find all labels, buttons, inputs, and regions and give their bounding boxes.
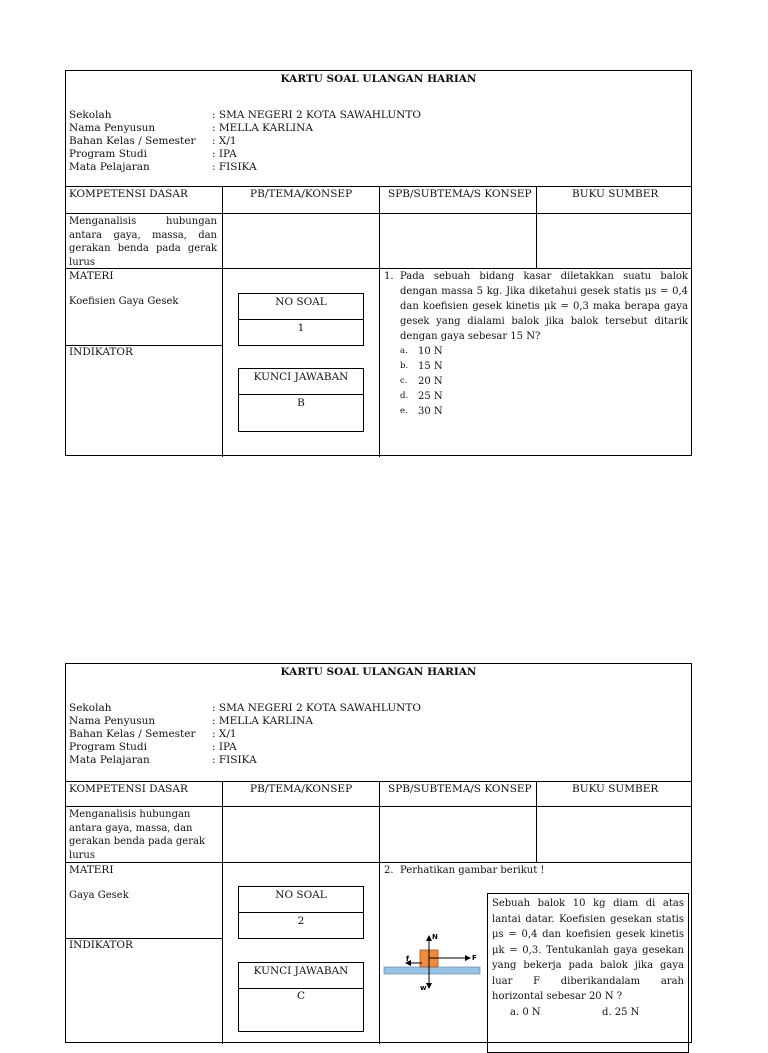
no-soal-value: 1 [297,322,305,334]
info-label: Nama Penyusun [69,122,156,134]
info-value: : X/1 [212,135,237,147]
header-pb: PB/TEMA/KONSEP [250,188,353,200]
question-number: 2. [384,865,394,876]
info-value: : MELLA KARLINA [212,715,313,727]
info-value: : IPA [212,741,237,753]
question-box [487,893,689,1053]
info-label: Bahan Kelas / Semester [69,135,196,147]
materi-label: MATERI [69,270,114,282]
option-a: a. 0 N [510,1006,541,1018]
weight-label: w [420,984,427,992]
divider [239,319,363,320]
materi-label: MATERI [69,864,114,876]
kunci-box [238,368,364,432]
header-spb: SPB/SUBTEMA/S KONSEP [388,188,532,200]
kunci-label: KUNCI JAWABAN [253,965,349,977]
info-label: Mata Pelajaran [69,754,150,766]
materi-text: Gaya Gesek [69,890,129,901]
divider [222,781,223,1044]
question-card-1 [65,70,692,456]
normal-label: N [432,933,438,941]
question-number: 1. [384,271,394,282]
question-card-2 [65,663,692,1043]
divider [239,912,363,913]
force-label: F [472,954,477,962]
card-info [69,702,421,767]
kunci-value: C [296,990,306,1002]
question-text: Pada sebuah bidang kasar diletakkan suatu balok dengan massa 5 kg. Jika diketahui gesek statis μs = 0,4 dan koefisien gesek kinetis μk = 0,3 maka berapa gaya gesek yang dialami balok jika balok tersebut ditarik dengan gaya sebesar 15 N? [400,271,688,342]
free-body-diagram [382,930,482,1000]
header-buku: BUKU SUMBER [572,188,659,200]
kompetensi-text: Menganalisis hubungan antara gaya, massa, dan gerakan benda pada gerak lurus [69,216,217,268]
indikator-label: INDIKATOR [69,346,133,358]
divider [239,988,363,989]
boxed-question-text: Sebuah balok 10 kg diam di atas lantai datar. Koefisien gesekan statis μs = 0,4 dan koefisien gesek kinetis μk = 0,3. Tentukanlah gaya gesekan yang bekerja pada balok jika gaya luar F diberikandalam arah horizontal sebesar 20 N ? [492,898,684,1002]
info-label: Program Studi [69,741,147,753]
option-d: d. 25 N [400,391,443,402]
answer-options [400,344,688,419]
info-value: : X/1 [212,728,237,740]
card-info [69,109,421,174]
indikator-label: INDIKATOR [69,939,133,951]
option-b: b. 15 N [400,361,443,372]
question-block [384,269,688,419]
info-value: : FISIKA [212,161,257,173]
header-buku: BUKU SUMBER [572,783,659,795]
friction-label: f [406,955,410,963]
kunci-label: KUNCI JAWABAN [253,371,349,383]
info-value: : SMA NEGERI 2 KOTA SAWAHLUNTO [212,702,421,714]
option-a: a. 10 N [400,346,443,357]
no-soal-box [238,886,364,939]
divider [536,781,537,862]
kunci-box [238,962,364,1032]
info-value: : IPA [212,148,237,160]
question-block [384,863,684,878]
card-title: KARTU SOAL ULANGAN HARIAN [280,73,477,85]
info-label: Sekolah [69,109,112,121]
question-text: Perhatikan gambar berikut ! [400,865,545,876]
header-kompetensi: KOMPETENSI DASAR [69,783,188,795]
floor-surface [384,967,480,974]
no-soal-label: NO SOAL [275,889,327,901]
materi-text: Koefisien Gaya Gesek [69,296,179,307]
info-label: Mata Pelajaran [69,161,150,173]
no-soal-value: 2 [297,915,305,927]
header-spb: SPB/SUBTEMA/S KONSEP [388,783,532,795]
info-value: : MELLA KARLINA [212,122,313,134]
info-value: : FISIKA [212,754,257,766]
option-d: d. 25 N [602,1006,640,1018]
info-label: Program Studi [69,148,147,160]
answer-options [492,1005,684,1021]
header-kompetensi: KOMPETENSI DASAR [69,188,188,200]
info-label: Bahan Kelas / Semester [69,728,196,740]
header-pb: PB/TEMA/KONSEP [250,783,353,795]
divider [239,394,363,395]
no-soal-label: NO SOAL [275,296,327,308]
divider [536,186,537,268]
kunci-value: B [297,397,305,409]
info-label: Nama Penyusun [69,715,156,727]
divider [222,186,223,457]
kompetensi-text: Menganalisis hubungan antara gaya, massa, dan gerakan benda pada gerak lurus [69,809,206,861]
option-e: e. 30 N [400,406,443,417]
info-value: : SMA NEGERI 2 KOTA SAWAHLUNTO [212,109,421,121]
divider [379,781,380,1044]
no-soal-box [238,293,364,346]
option-c: c. 20 N [400,376,443,387]
info-label: Sekolah [69,702,112,714]
card-title: KARTU SOAL ULANGAN HARIAN [280,666,477,678]
divider [379,186,380,457]
